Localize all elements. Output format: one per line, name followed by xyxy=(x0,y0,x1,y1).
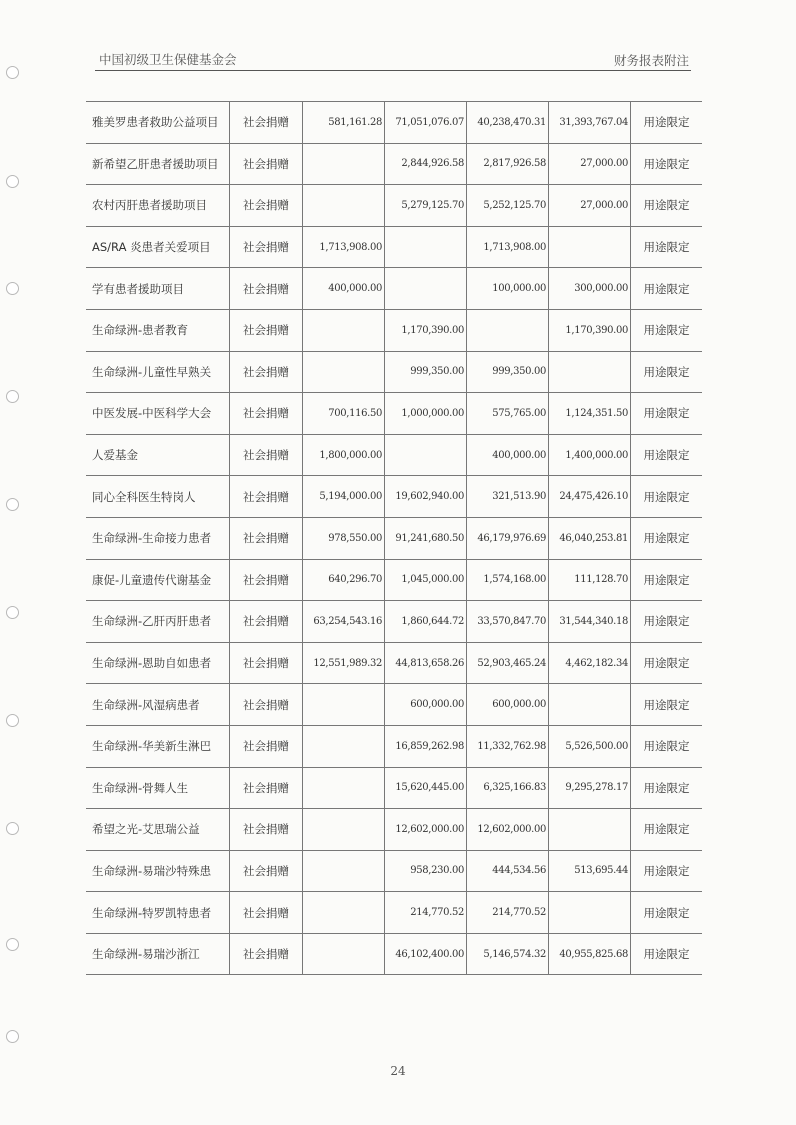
decrease-amount-cell xyxy=(467,309,549,351)
donation-type-cell: 社会捐赠 xyxy=(230,476,303,518)
opening-balance-cell xyxy=(303,185,385,227)
project-name-cell: 雅美罗患者救助公益项目 xyxy=(86,102,230,144)
restriction-type-cell: 用途限定 xyxy=(631,809,703,851)
restriction-type-cell: 用途限定 xyxy=(631,601,703,643)
project-name-cell: 同心全科医生特岗人 xyxy=(86,476,230,518)
project-name-cell: 人爱基金 xyxy=(86,434,230,476)
donation-type-cell: 社会捐赠 xyxy=(230,850,303,892)
opening-balance-cell: 1,800,000.00 xyxy=(303,434,385,476)
increase-amount-cell: 91,241,680.50 xyxy=(385,517,467,559)
project-name-cell: 生命绿洲-儿童性早熟关 xyxy=(86,351,230,393)
opening-balance-cell xyxy=(303,351,385,393)
opening-balance-cell xyxy=(303,850,385,892)
closing-balance-cell: 46,040,253.81 xyxy=(549,517,631,559)
table-row xyxy=(86,476,702,518)
table-row xyxy=(86,601,702,643)
restriction-type-cell: 用途限定 xyxy=(631,185,703,227)
restriction-type-cell: 用途限定 xyxy=(631,309,703,351)
opening-balance-cell xyxy=(303,933,385,975)
increase-amount-cell: 15,620,445.00 xyxy=(385,767,467,809)
table-row xyxy=(86,850,702,892)
restriction-type-cell: 用途限定 xyxy=(631,933,703,975)
donation-type-cell: 社会捐赠 xyxy=(230,892,303,934)
restriction-type-cell: 用途限定 xyxy=(631,434,703,476)
donation-type-cell: 社会捐赠 xyxy=(230,767,303,809)
binder-hole xyxy=(6,282,19,295)
closing-balance-cell: 9,295,278.17 xyxy=(549,767,631,809)
decrease-amount-cell: 600,000.00 xyxy=(467,684,549,726)
project-name-cell: 生命绿洲-风湿病患者 xyxy=(86,684,230,726)
restriction-type-cell: 用途限定 xyxy=(631,767,703,809)
closing-balance-cell: 1,170,390.00 xyxy=(549,309,631,351)
increase-amount-cell: 2,844,926.58 xyxy=(385,143,467,185)
decrease-amount-cell: 33,570,847.70 xyxy=(467,601,549,643)
increase-amount-cell xyxy=(385,434,467,476)
project-name-cell: 农村丙肝患者援助项目 xyxy=(86,185,230,227)
table-row xyxy=(86,393,702,435)
increase-amount-cell xyxy=(385,268,467,310)
table-row xyxy=(86,434,702,476)
binder-hole xyxy=(6,498,19,511)
opening-balance-cell: 640,296.70 xyxy=(303,559,385,601)
increase-amount-cell: 5,279,125.70 xyxy=(385,185,467,227)
restriction-type-cell: 用途限定 xyxy=(631,517,703,559)
binder-hole xyxy=(6,390,19,403)
table-row xyxy=(86,268,702,310)
table-row xyxy=(86,767,702,809)
donation-type-cell: 社会捐赠 xyxy=(230,351,303,393)
decrease-amount-cell: 40,238,470.31 xyxy=(467,102,549,144)
restriction-type-cell: 用途限定 xyxy=(631,143,703,185)
table-body xyxy=(86,102,702,975)
table-row xyxy=(86,892,702,934)
donation-type-cell: 社会捐赠 xyxy=(230,517,303,559)
project-name-cell: 生命绿洲-骨舞人生 xyxy=(86,767,230,809)
decrease-amount-cell: 6,325,166.83 xyxy=(467,767,549,809)
restriction-type-cell: 用途限定 xyxy=(631,684,703,726)
project-name-cell: AS/RA 炎患者关爱项目 xyxy=(86,226,230,268)
opening-balance-cell: 63,254,543.16 xyxy=(303,601,385,643)
table-row xyxy=(86,351,702,393)
project-name-cell: 生命绿洲-华美新生淋巴 xyxy=(86,725,230,767)
project-name-cell: 学有患者援助项目 xyxy=(86,268,230,310)
closing-balance-cell: 27,000.00 xyxy=(549,143,631,185)
donation-type-cell: 社会捐赠 xyxy=(230,809,303,851)
opening-balance-cell: 1,713,908.00 xyxy=(303,226,385,268)
donation-type-cell: 社会捐赠 xyxy=(230,684,303,726)
project-name-cell: 新希望乙肝患者援助项目 xyxy=(86,143,230,185)
increase-amount-cell: 19,602,940.00 xyxy=(385,476,467,518)
opening-balance-cell xyxy=(303,725,385,767)
opening-balance-cell: 400,000.00 xyxy=(303,268,385,310)
increase-amount-cell: 71,051,076.07 xyxy=(385,102,467,144)
decrease-amount-cell: 2,817,926.58 xyxy=(467,143,549,185)
binder-hole xyxy=(6,714,19,727)
binder-hole xyxy=(6,175,19,188)
organization-name: 中国初级卫生保健基金会 xyxy=(99,52,237,67)
donation-type-cell: 社会捐赠 xyxy=(230,185,303,227)
opening-balance-cell: 700,116.50 xyxy=(303,393,385,435)
restriction-type-cell: 用途限定 xyxy=(631,476,703,518)
opening-balance-cell xyxy=(303,143,385,185)
increase-amount-cell: 958,230.00 xyxy=(385,850,467,892)
donation-type-cell: 社会捐赠 xyxy=(230,226,303,268)
restriction-type-cell: 用途限定 xyxy=(631,393,703,435)
opening-balance-cell xyxy=(303,309,385,351)
binder-hole xyxy=(6,606,19,619)
closing-balance-cell: 1,400,000.00 xyxy=(549,434,631,476)
donation-type-cell: 社会捐赠 xyxy=(230,393,303,435)
closing-balance-cell: 5,526,500.00 xyxy=(549,725,631,767)
increase-amount-cell: 214,770.52 xyxy=(385,892,467,934)
restriction-type-cell: 用途限定 xyxy=(631,268,703,310)
donation-type-cell: 社会捐赠 xyxy=(230,725,303,767)
table-row xyxy=(86,684,702,726)
binder-hole xyxy=(6,66,19,79)
closing-balance-cell: 24,475,426.10 xyxy=(549,476,631,518)
opening-balance-cell xyxy=(303,767,385,809)
decrease-amount-cell: 400,000.00 xyxy=(467,434,549,476)
closing-balance-cell xyxy=(549,226,631,268)
decrease-amount-cell: 214,770.52 xyxy=(467,892,549,934)
restriction-type-cell: 用途限定 xyxy=(631,892,703,934)
restricted-funds-table xyxy=(86,101,702,975)
opening-balance-cell xyxy=(303,892,385,934)
project-name-cell: 生命绿洲-恩助自如患者 xyxy=(86,642,230,684)
page-header xyxy=(95,50,691,71)
closing-balance-cell: 111,128.70 xyxy=(549,559,631,601)
project-name-cell: 生命绿洲-特罗凯特患者 xyxy=(86,892,230,934)
increase-amount-cell: 1,000,000.00 xyxy=(385,393,467,435)
decrease-amount-cell: 999,350.00 xyxy=(467,351,549,393)
closing-balance-cell xyxy=(549,351,631,393)
table-row xyxy=(86,642,702,684)
table-row xyxy=(86,725,702,767)
decrease-amount-cell: 575,765.00 xyxy=(467,393,549,435)
project-name-cell: 康促-儿童遗传代谢基金 xyxy=(86,559,230,601)
opening-balance-cell: 12,551,989.32 xyxy=(303,642,385,684)
donation-type-cell: 社会捐赠 xyxy=(230,559,303,601)
restriction-type-cell: 用途限定 xyxy=(631,642,703,684)
donation-type-cell: 社会捐赠 xyxy=(230,309,303,351)
decrease-amount-cell: 12,602,000.00 xyxy=(467,809,549,851)
donation-type-cell: 社会捐赠 xyxy=(230,143,303,185)
decrease-amount-cell: 5,252,125.70 xyxy=(467,185,549,227)
restriction-type-cell: 用途限定 xyxy=(631,559,703,601)
increase-amount-cell: 600,000.00 xyxy=(385,684,467,726)
closing-balance-cell: 300,000.00 xyxy=(549,268,631,310)
project-name-cell: 生命绿洲-患者教育 xyxy=(86,309,230,351)
increase-amount-cell: 1,860,644.72 xyxy=(385,601,467,643)
table-row xyxy=(86,559,702,601)
restriction-type-cell: 用途限定 xyxy=(631,850,703,892)
table-row xyxy=(86,309,702,351)
binder-hole xyxy=(6,822,19,835)
decrease-amount-cell: 444,534.56 xyxy=(467,850,549,892)
project-name-cell: 生命绿洲-易瑞沙特殊患 xyxy=(86,850,230,892)
donation-type-cell: 社会捐赠 xyxy=(230,601,303,643)
project-name-cell: 生命绿洲-生命接力患者 xyxy=(86,517,230,559)
table-row xyxy=(86,143,702,185)
opening-balance-cell: 581,161.28 xyxy=(303,102,385,144)
donation-type-cell: 社会捐赠 xyxy=(230,268,303,310)
opening-balance-cell: 5,194,000.00 xyxy=(303,476,385,518)
increase-amount-cell: 16,859,262.98 xyxy=(385,725,467,767)
restriction-type-cell: 用途限定 xyxy=(631,725,703,767)
closing-balance-cell: 513,695.44 xyxy=(549,850,631,892)
closing-balance-cell xyxy=(549,892,631,934)
restriction-type-cell: 用途限定 xyxy=(631,226,703,268)
project-name-cell: 生命绿洲-易瑞沙浙江 xyxy=(86,933,230,975)
table-row xyxy=(86,226,702,268)
increase-amount-cell: 46,102,400.00 xyxy=(385,933,467,975)
decrease-amount-cell: 52,903,465.24 xyxy=(467,642,549,684)
table-row xyxy=(86,809,702,851)
opening-balance-cell: 978,550.00 xyxy=(303,517,385,559)
decrease-amount-cell: 46,179,976.69 xyxy=(467,517,549,559)
table-row xyxy=(86,933,702,975)
decrease-amount-cell: 100,000.00 xyxy=(467,268,549,310)
closing-balance-cell: 31,544,340.18 xyxy=(549,601,631,643)
closing-balance-cell: 40,955,825.68 xyxy=(549,933,631,975)
section-title: 财务报表附注 xyxy=(613,53,689,68)
restriction-type-cell: 用途限定 xyxy=(631,102,703,144)
closing-balance-cell: 4,462,182.34 xyxy=(549,642,631,684)
decrease-amount-cell: 1,713,908.00 xyxy=(467,226,549,268)
increase-amount-cell: 1,170,390.00 xyxy=(385,309,467,351)
binder-hole xyxy=(6,1030,19,1043)
opening-balance-cell xyxy=(303,684,385,726)
binder-hole xyxy=(6,938,19,951)
opening-balance-cell xyxy=(303,809,385,851)
decrease-amount-cell: 1,574,168.00 xyxy=(467,559,549,601)
decrease-amount-cell: 321,513.90 xyxy=(467,476,549,518)
restriction-type-cell: 用途限定 xyxy=(631,351,703,393)
table-row xyxy=(86,102,702,144)
project-name-cell: 生命绿洲-乙肝丙肝患者 xyxy=(86,601,230,643)
table-row xyxy=(86,517,702,559)
donation-type-cell: 社会捐赠 xyxy=(230,434,303,476)
project-name-cell: 希望之光-艾思瑞公益 xyxy=(86,809,230,851)
increase-amount-cell: 999,350.00 xyxy=(385,351,467,393)
donation-type-cell: 社会捐赠 xyxy=(230,933,303,975)
increase-amount-cell: 44,813,658.26 xyxy=(385,642,467,684)
closing-balance-cell xyxy=(549,809,631,851)
increase-amount-cell: 1,045,000.00 xyxy=(385,559,467,601)
increase-amount-cell xyxy=(385,226,467,268)
increase-amount-cell: 12,602,000.00 xyxy=(385,809,467,851)
closing-balance-cell xyxy=(549,684,631,726)
donation-type-cell: 社会捐赠 xyxy=(230,642,303,684)
closing-balance-cell: 31,393,767.04 xyxy=(549,102,631,144)
project-name-cell: 中医发展-中医科学大会 xyxy=(86,393,230,435)
table-row xyxy=(86,185,702,227)
decrease-amount-cell: 11,332,762.98 xyxy=(467,725,549,767)
donation-type-cell: 社会捐赠 xyxy=(230,102,303,144)
closing-balance-cell: 1,124,351.50 xyxy=(549,393,631,435)
page-number: 24 xyxy=(390,1064,406,1078)
decrease-amount-cell: 5,146,574.32 xyxy=(467,933,549,975)
closing-balance-cell: 27,000.00 xyxy=(549,185,631,227)
